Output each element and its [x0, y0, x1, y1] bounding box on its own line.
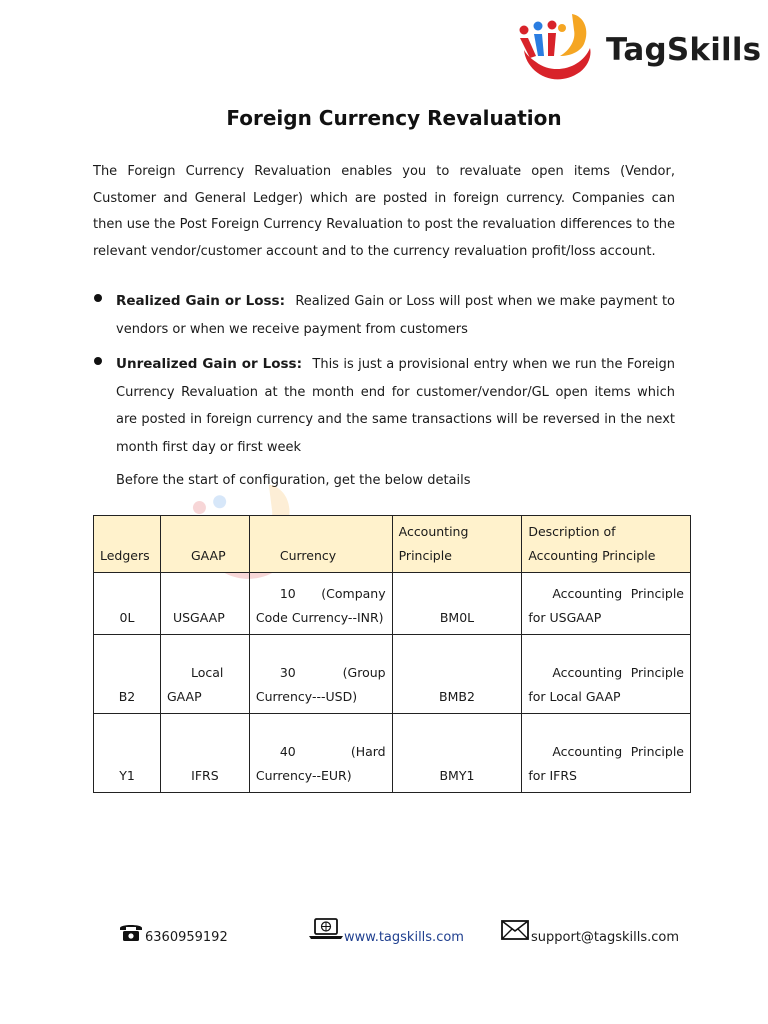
bullet-text: Realized Gain or Loss will post when we make payment to vendors or when we receive payment from customers [116, 294, 675, 337]
gaap-line2: GAAP [166, 689, 202, 704]
tagskills-logo-mark-icon [514, 10, 604, 88]
table-header-row [94, 516, 691, 573]
cell-ledger: Y1 [94, 714, 161, 793]
cell-principle: BMB2 [392, 635, 522, 714]
gaap-line1: Local [190, 665, 224, 680]
cell-description [522, 635, 691, 714]
intro-paragraph: The Foreign Currency Revaluation enables you to revaluate open items (Vendor, Customer and General Ledger) which are posted in foreign currency. Companies can then use the Post Foreign Currency Revaluation to post the revaluation differences to the relevant vendor/customer account and to the currency revaluation profit/loss account. [93, 164, 675, 259]
currency-code: 30 [279, 665, 296, 680]
header-ledgers: Ledgers [94, 516, 161, 573]
bullet-dot-icon [94, 357, 102, 365]
currency-code: 40 [279, 744, 296, 759]
cell-currency [249, 714, 392, 793]
desc-word: Principle [630, 665, 684, 680]
bullet-unrealized [93, 351, 675, 461]
footer-contact-bar [0, 918, 768, 958]
header-accounting-principle: Accounting Principle [392, 516, 522, 573]
header-description: Description of Accounting Principle [522, 516, 691, 573]
cell-gaap: USGAAP [160, 573, 249, 635]
cell-description [522, 573, 691, 635]
cell-gaap: IFRS [160, 714, 249, 793]
cell-ledger: 0L [94, 573, 161, 635]
currency-code: 10 [279, 586, 296, 601]
desc-word: Accounting [552, 665, 623, 680]
desc-rest: for USGAAP [528, 610, 602, 625]
phone-icon [118, 922, 144, 942]
desc-rest: for IFRS [528, 768, 577, 783]
bullet-title: Unrealized Gain or Loss: [116, 356, 302, 372]
footer-website-link[interactable]: www.tagskills.com [344, 930, 464, 945]
tagskills-logo [514, 10, 762, 88]
currency-rest: Currency--EUR) [255, 768, 352, 783]
bullet-list [93, 288, 675, 461]
desc-word: Accounting [552, 744, 623, 759]
desc-rest: for Local GAAP [528, 689, 621, 704]
cell-description [522, 714, 691, 793]
currency-rest: Code Currency--INR) [255, 610, 384, 625]
cell-gaap [160, 635, 249, 714]
page-title: Foreign Currency Revaluation [226, 106, 562, 130]
bullet-title: Realized Gain or Loss: [116, 293, 285, 309]
header-currency: Currency [249, 516, 392, 573]
bullet-realized [93, 288, 675, 343]
currency-desc: (Group [342, 665, 386, 680]
cell-currency [249, 573, 392, 635]
currency-rest: Currency---USD) [255, 689, 358, 704]
cell-ledger: B2 [94, 635, 161, 714]
cell-principle: BMY1 [392, 714, 522, 793]
desc-word: Principle [630, 586, 684, 601]
bullet-text: This is just a provisional entry when we run the Foreign Currency Revaluation at the month end for customer/vendor/GL open items which are posted in foreign currency and the same transactions will be reversed in the next month first day or first week [116, 357, 675, 455]
desc-word: Principle [630, 744, 684, 759]
table-row [94, 714, 691, 793]
table-row [94, 635, 691, 714]
envelope-icon [501, 920, 529, 940]
header-gaap: GAAP [160, 516, 249, 573]
brand-name: TagSkills [606, 32, 762, 68]
cell-currency [249, 635, 392, 714]
laptop-icon [308, 918, 344, 940]
footer-email-link[interactable]: support@tagskills.com [531, 930, 680, 945]
cell-principle: BM0L [392, 573, 522, 635]
table-row [94, 573, 691, 635]
footer-phone: 6360959192 [145, 930, 228, 945]
currency-desc: (Hard [350, 744, 386, 759]
bullet-dot-icon [94, 294, 102, 302]
currency-desc: (Company [321, 586, 386, 601]
desc-word: Accounting [552, 586, 623, 601]
before-config-text: Before the start of configuration, get the below details [116, 473, 471, 488]
ledger-table [93, 515, 691, 793]
